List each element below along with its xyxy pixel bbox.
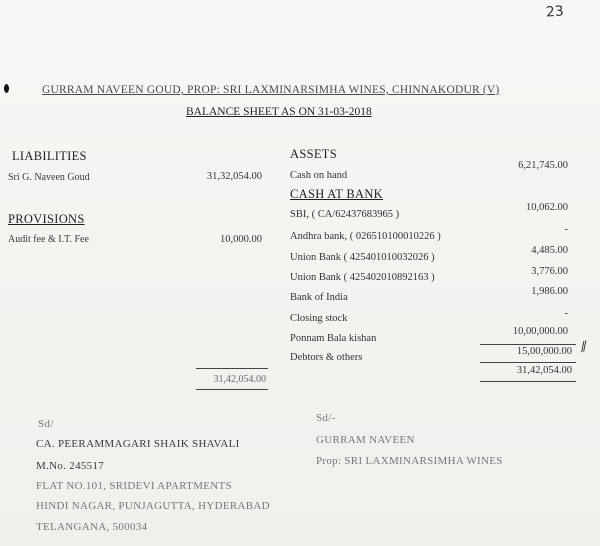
asset-item-label: Union Bank ( 425401010032026 ) (290, 252, 435, 263)
document-title: GURRAM NAVEEN GOUD, PROP: SRI LAXMINARSIMHA WINES, CHINNAKODUR (V) (42, 84, 500, 96)
document-subtitle: BALANCE SHEET AS ON 31-03-2018 (186, 106, 372, 118)
liabilities-heading: LIABILITIES (12, 149, 87, 163)
proprietor-name: GURRAM NAVEEN (316, 434, 415, 446)
asset-item-label: Debtors & others (290, 352, 363, 363)
liabilities-total-rule-bottom (196, 389, 268, 390)
asset-item-label: Closing stock (290, 313, 348, 324)
asset-subtotal-rule (480, 344, 576, 345)
asset-item-label: SBI, ( CA/62437683965 ) (290, 209, 400, 220)
asset-item-label: Union Bank ( 425402010892163 ) (290, 272, 435, 283)
auditor-address-line2: HINDI NAGAR, PUNJAGUTTA, HYDERABAD (36, 500, 270, 512)
assets-total-rule-top (480, 362, 576, 363)
assets-total: 31,42,054.00 (516, 365, 572, 376)
auditor-address-line3: TELANGANA, 500034 (36, 521, 148, 533)
liability-amount: 31,32,054.00 (206, 171, 262, 182)
provision-label: Audit fee & I.T. Fee (8, 234, 89, 245)
assets-heading: ASSETS (290, 147, 337, 161)
punch-mark (4, 84, 9, 93)
asset-item-amount: 10,00,000.00 (512, 326, 568, 337)
liabilities-total-rule-top (196, 368, 268, 369)
proprietor-business: Prop: SRI LAXMINARSIMHA WINES (316, 455, 503, 467)
asset-item-amount: - (564, 308, 568, 319)
asset-item-amount: 3,776.00 (531, 266, 568, 277)
cash-at-bank-heading: CASH AT BANK (290, 187, 383, 201)
asset-item-amount: - (564, 224, 568, 235)
check-mark-icon: ⁄⁄ (579, 339, 589, 356)
liability-label: Sri G. Naveen Goud (8, 172, 90, 183)
cash-on-hand-amount: 6,21,745.00 (518, 160, 568, 171)
auditor-address-line1: FLAT NO.101, SRIDEVI APARTMENTS (36, 480, 232, 492)
liabilities-total: 31,42,054.00 (213, 374, 266, 385)
provision-amount: 10,000.00 (220, 234, 262, 245)
auditor-name: CA. PEERAMMAGARI SHAIK SHAVALI (36, 438, 240, 450)
asset-item-label: Bank of India (290, 292, 348, 303)
auditor-membership: M.No. 245517 (36, 460, 105, 472)
page-number-handwritten: 23 (545, 3, 565, 21)
provisions-heading: PROVISIONS (8, 212, 85, 226)
asset-item-label: Andhra bank, ( 026510100010226 ) (290, 231, 441, 242)
asset-item-label: Ponnam Bala kishan (290, 333, 377, 344)
sd-right: Sd/- (316, 412, 336, 424)
asset-item-amount: 15,00,000.00 (516, 346, 572, 357)
asset-item-amount: 1,986.00 (531, 286, 568, 297)
assets-total-rule-bottom (480, 381, 576, 382)
cash-on-hand-label: Cash on hand (290, 170, 348, 181)
asset-item-amount: 10,062.00 (526, 202, 568, 213)
sd-left: Sd/ (38, 418, 54, 430)
asset-item-amount: 4,485.00 (531, 245, 568, 256)
